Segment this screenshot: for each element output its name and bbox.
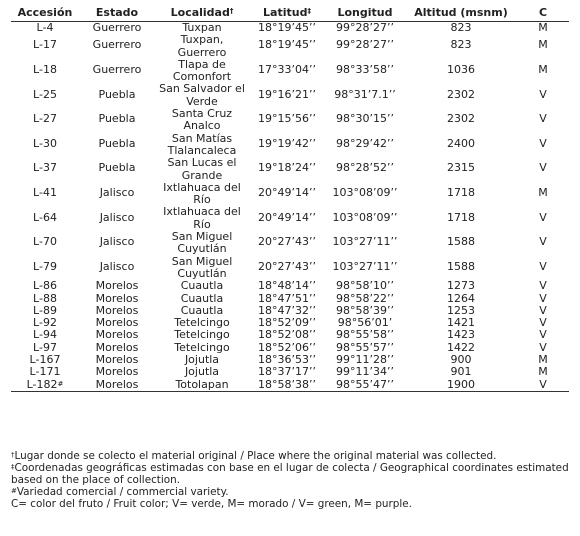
- footnote-4: C= color del fruto / Fruit color; V= verde, M= morado / V= green, M= purple.: [11, 498, 412, 510]
- cell-color: V: [539, 328, 547, 342]
- header-latitud: Latitud‡: [263, 6, 311, 19]
- cell-color: M: [538, 186, 548, 199]
- cell-color: V: [539, 340, 547, 354]
- table-row: [11, 379, 569, 392]
- cell-latitud: 18°58’38’’: [258, 377, 316, 391]
- cell-estado: Guerrero: [92, 21, 142, 34]
- cell-color: V: [539, 87, 547, 101]
- cell-altitud: 1421: [447, 316, 475, 330]
- cell-latitud: 19°18’24’’: [258, 161, 316, 175]
- table-row: [11, 231, 569, 256]
- cell-localidad: Santa Cruz Analco: [171, 107, 233, 133]
- cell-longitud: 103°08’09’’: [332, 186, 398, 199]
- cell-estado: Morelos: [95, 328, 139, 342]
- cell-latitud: 18°19’45’’: [258, 21, 316, 34]
- cell-localidad: Totolapan: [175, 377, 229, 391]
- cell-accession: L-88: [33, 291, 57, 305]
- table-row: [11, 133, 569, 158]
- cell-color: V: [539, 279, 547, 293]
- table-header-row: [11, 4, 569, 22]
- cell-altitud: 900: [450, 353, 472, 367]
- cell-altitud: 1588: [447, 259, 475, 273]
- cell-color: M: [538, 38, 548, 52]
- cell-localidad: Tetelcingo: [174, 328, 230, 342]
- cell-latitud: 20°49’14’’: [258, 186, 316, 199]
- cell-latitud: 18°52’06’’: [258, 340, 316, 354]
- cell-longitud: 98°28’52’’: [336, 161, 394, 175]
- cell-estado: Guerrero: [92, 63, 142, 77]
- cell-latitud: 18°19’45’’: [258, 38, 316, 52]
- cell-altitud: 1900: [447, 377, 475, 391]
- cell-estado: Morelos: [95, 353, 139, 367]
- cell-localidad: Tetelcingo: [174, 340, 230, 354]
- cell-color: V: [539, 112, 547, 126]
- cell-longitud: 98°58’10’’: [336, 279, 394, 293]
- header-longitud: Longitud: [337, 6, 393, 19]
- cell-accession: L-70: [33, 235, 57, 249]
- header-localidad: Localidad†: [170, 6, 234, 19]
- cell-altitud: 2302: [447, 87, 475, 101]
- cell-altitud: 1036: [447, 63, 475, 77]
- cell-accession: L-4: [36, 21, 54, 34]
- cell-latitud: 17°33’04’’: [258, 63, 316, 77]
- cell-accession: L-25: [33, 87, 57, 101]
- cell-color: V: [539, 235, 547, 249]
- cell-accession: L-89: [33, 303, 57, 317]
- cell-color: V: [539, 161, 547, 175]
- header-accesion: Accesión: [17, 6, 73, 19]
- footnote-2: ‡Coordenadas geográficas estimadas con base en el lugar de colecta / Geographical coordinates estimated based on the place of collection.: [11, 462, 569, 486]
- header-altitud: Altitud (msnm): [414, 6, 508, 19]
- cell-latitud: 18°48’14’’: [258, 279, 316, 293]
- cell-accession: L-97: [33, 340, 57, 354]
- cell-localidad: Tuxpan, Guerrero: [177, 33, 227, 59]
- cell-localidad: Ixtlahuaca del Río: [163, 205, 241, 231]
- cell-latitud: 20°27’43’’: [258, 259, 316, 273]
- cell-color: M: [538, 63, 548, 77]
- cell-estado: Jalisco: [99, 210, 135, 224]
- cell-longitud: 99°11’34’’: [336, 365, 394, 379]
- footnote-1: †Lugar donde se colecto el material original / Place where the original material was collected.: [11, 450, 497, 462]
- cell-estado: Morelos: [95, 377, 139, 391]
- cell-color: V: [539, 259, 547, 273]
- cell-estado: Jalisco: [99, 186, 135, 199]
- cell-latitud: 18°36’53’’: [258, 353, 316, 367]
- cell-estado: Morelos: [95, 316, 139, 330]
- table-row: [11, 22, 569, 35]
- cell-longitud: 98°56’01’: [337, 316, 393, 330]
- cell-color: M: [538, 353, 548, 367]
- cell-color: V: [539, 377, 547, 391]
- cell-color: V: [539, 136, 547, 150]
- footnotes: [11, 450, 571, 510]
- cell-longitud: 98°29’42’’: [336, 136, 394, 150]
- table-row: [11, 34, 569, 59]
- cell-estado: Morelos: [95, 279, 139, 293]
- cell-estado: Puebla: [98, 136, 136, 150]
- cell-localidad: San Miguel Cuyutlán: [171, 230, 233, 256]
- cell-longitud: 98°33’58’’: [336, 63, 394, 77]
- cell-color: V: [539, 303, 547, 317]
- cell-accession: L-92: [33, 316, 57, 330]
- cell-localidad: Cuautla: [180, 291, 224, 305]
- cell-accession: L-86: [33, 279, 57, 293]
- cell-altitud: 1423: [447, 328, 475, 342]
- cell-color: V: [539, 210, 547, 224]
- table-row: [11, 59, 569, 84]
- cell-altitud: 1273: [447, 279, 475, 293]
- cell-latitud: 20°49’14’’: [258, 210, 316, 224]
- cell-localidad: Cuautla: [180, 303, 224, 317]
- cell-altitud: 1264: [447, 291, 475, 305]
- cell-altitud: 901: [450, 365, 472, 379]
- cell-localidad: Jojutla: [184, 365, 220, 379]
- table-row: [11, 108, 569, 133]
- header-color: C: [538, 6, 548, 19]
- cell-estado: Morelos: [95, 291, 139, 305]
- cell-longitud: 98°30’15’’: [336, 112, 394, 126]
- cell-accession: L-37: [33, 161, 57, 175]
- cell-localidad: San Matías Tlalancaleca: [167, 131, 237, 157]
- cell-accession: L-94: [33, 328, 57, 342]
- cell-color: M: [538, 365, 548, 379]
- cell-latitud: 18°52’09’’: [258, 316, 316, 330]
- cell-altitud: 2315: [447, 161, 475, 175]
- footnote-3: #Variedad comercial / commercial variety.: [11, 486, 229, 498]
- cell-longitud: 98°31’7.1’’: [334, 87, 396, 101]
- cell-accession: L-30: [33, 136, 57, 150]
- cell-latitud: 20°27’43’’: [258, 235, 316, 249]
- cell-accession: L-17: [33, 38, 57, 52]
- table-row: [11, 256, 569, 281]
- cell-altitud: 1253: [447, 303, 475, 317]
- cell-accession: L-79: [33, 259, 57, 273]
- cell-latitud: 19°19’42’’: [258, 136, 316, 150]
- cell-estado: Morelos: [95, 303, 139, 317]
- cell-accession: L-18: [33, 63, 57, 77]
- cell-longitud: 98°58’22’’: [336, 291, 394, 305]
- cell-accession: L-167: [29, 353, 61, 367]
- cell-accession: L-171: [29, 365, 61, 379]
- data-table-container: [11, 4, 569, 392]
- cell-localidad: San Salvador el Verde: [159, 82, 245, 108]
- header-estado: Estado: [95, 6, 139, 19]
- cell-latitud: 18°47’32’’: [258, 303, 316, 317]
- cell-localidad: Tlapa de Comonfort: [172, 57, 232, 84]
- cell-color: V: [539, 291, 547, 305]
- table-row: [11, 157, 569, 182]
- cell-altitud: 2400: [447, 136, 475, 150]
- cell-color: V: [539, 316, 547, 330]
- cell-localidad: Tetelcingo: [174, 316, 230, 330]
- cell-localidad: Ixtlahuaca del Río: [163, 180, 241, 207]
- cell-accession: L-27: [33, 112, 57, 126]
- cell-altitud: 1718: [447, 210, 475, 224]
- cell-estado: Jalisco: [99, 235, 135, 249]
- cell-estado: Puebla: [98, 161, 136, 175]
- cell-localidad: Tuxpan: [182, 21, 222, 34]
- cell-longitud: 103°27’11’’: [332, 235, 398, 249]
- cell-latitud: 18°47’51’’: [258, 291, 316, 305]
- cell-longitud: 99°28’27’’: [336, 38, 394, 52]
- cell-latitud: 18°37’17’’: [258, 365, 316, 379]
- cell-estado: Puebla: [98, 112, 136, 126]
- cell-longitud: 99°28’27’’: [336, 21, 394, 34]
- cell-longitud: 98°55’58’’: [336, 328, 394, 342]
- cell-longitud: 98°55’47’’: [336, 377, 394, 391]
- cell-accession: L-64: [33, 210, 57, 224]
- cell-localidad: San Lucas el Grande: [167, 156, 237, 182]
- cell-estado: Guerrero: [92, 38, 142, 52]
- cell-altitud: 1718: [447, 186, 475, 199]
- cell-altitud: 823: [450, 38, 472, 52]
- table-body: [11, 22, 569, 392]
- table-row: [11, 206, 569, 231]
- cell-longitud: 103°08’09’’: [332, 210, 398, 224]
- cell-latitud: 19°15’56’’: [258, 112, 316, 126]
- cell-altitud: 1422: [447, 340, 475, 354]
- cell-altitud: 823: [450, 21, 472, 34]
- cell-altitud: 2302: [447, 112, 475, 126]
- cell-altitud: 1588: [447, 235, 475, 249]
- cell-latitud: 19°16’21’’: [258, 87, 316, 101]
- cell-color: M: [538, 21, 548, 34]
- cell-localidad: San Miguel Cuyutlán: [171, 254, 233, 280]
- cell-localidad: Cuautla: [180, 279, 224, 293]
- cell-estado: Jalisco: [99, 259, 135, 273]
- cell-longitud: 99°11’28’’: [336, 353, 394, 367]
- cell-accession: L-182#: [26, 377, 64, 391]
- cell-accession: L-41: [33, 186, 57, 199]
- accession-table: [11, 4, 569, 392]
- table-row: [11, 83, 569, 108]
- cell-estado: Puebla: [98, 87, 136, 101]
- cell-longitud: 103°27’11’’: [332, 259, 398, 273]
- cell-localidad: Jojutla: [184, 353, 220, 367]
- cell-estado: Morelos: [95, 340, 139, 354]
- cell-longitud: 98°55’57’’: [336, 340, 394, 354]
- cell-estado: Morelos: [95, 365, 139, 379]
- cell-longitud: 98°58’39’’: [336, 303, 394, 317]
- cell-latitud: 18°52’08’’: [258, 328, 316, 342]
- table-row: [11, 182, 569, 207]
